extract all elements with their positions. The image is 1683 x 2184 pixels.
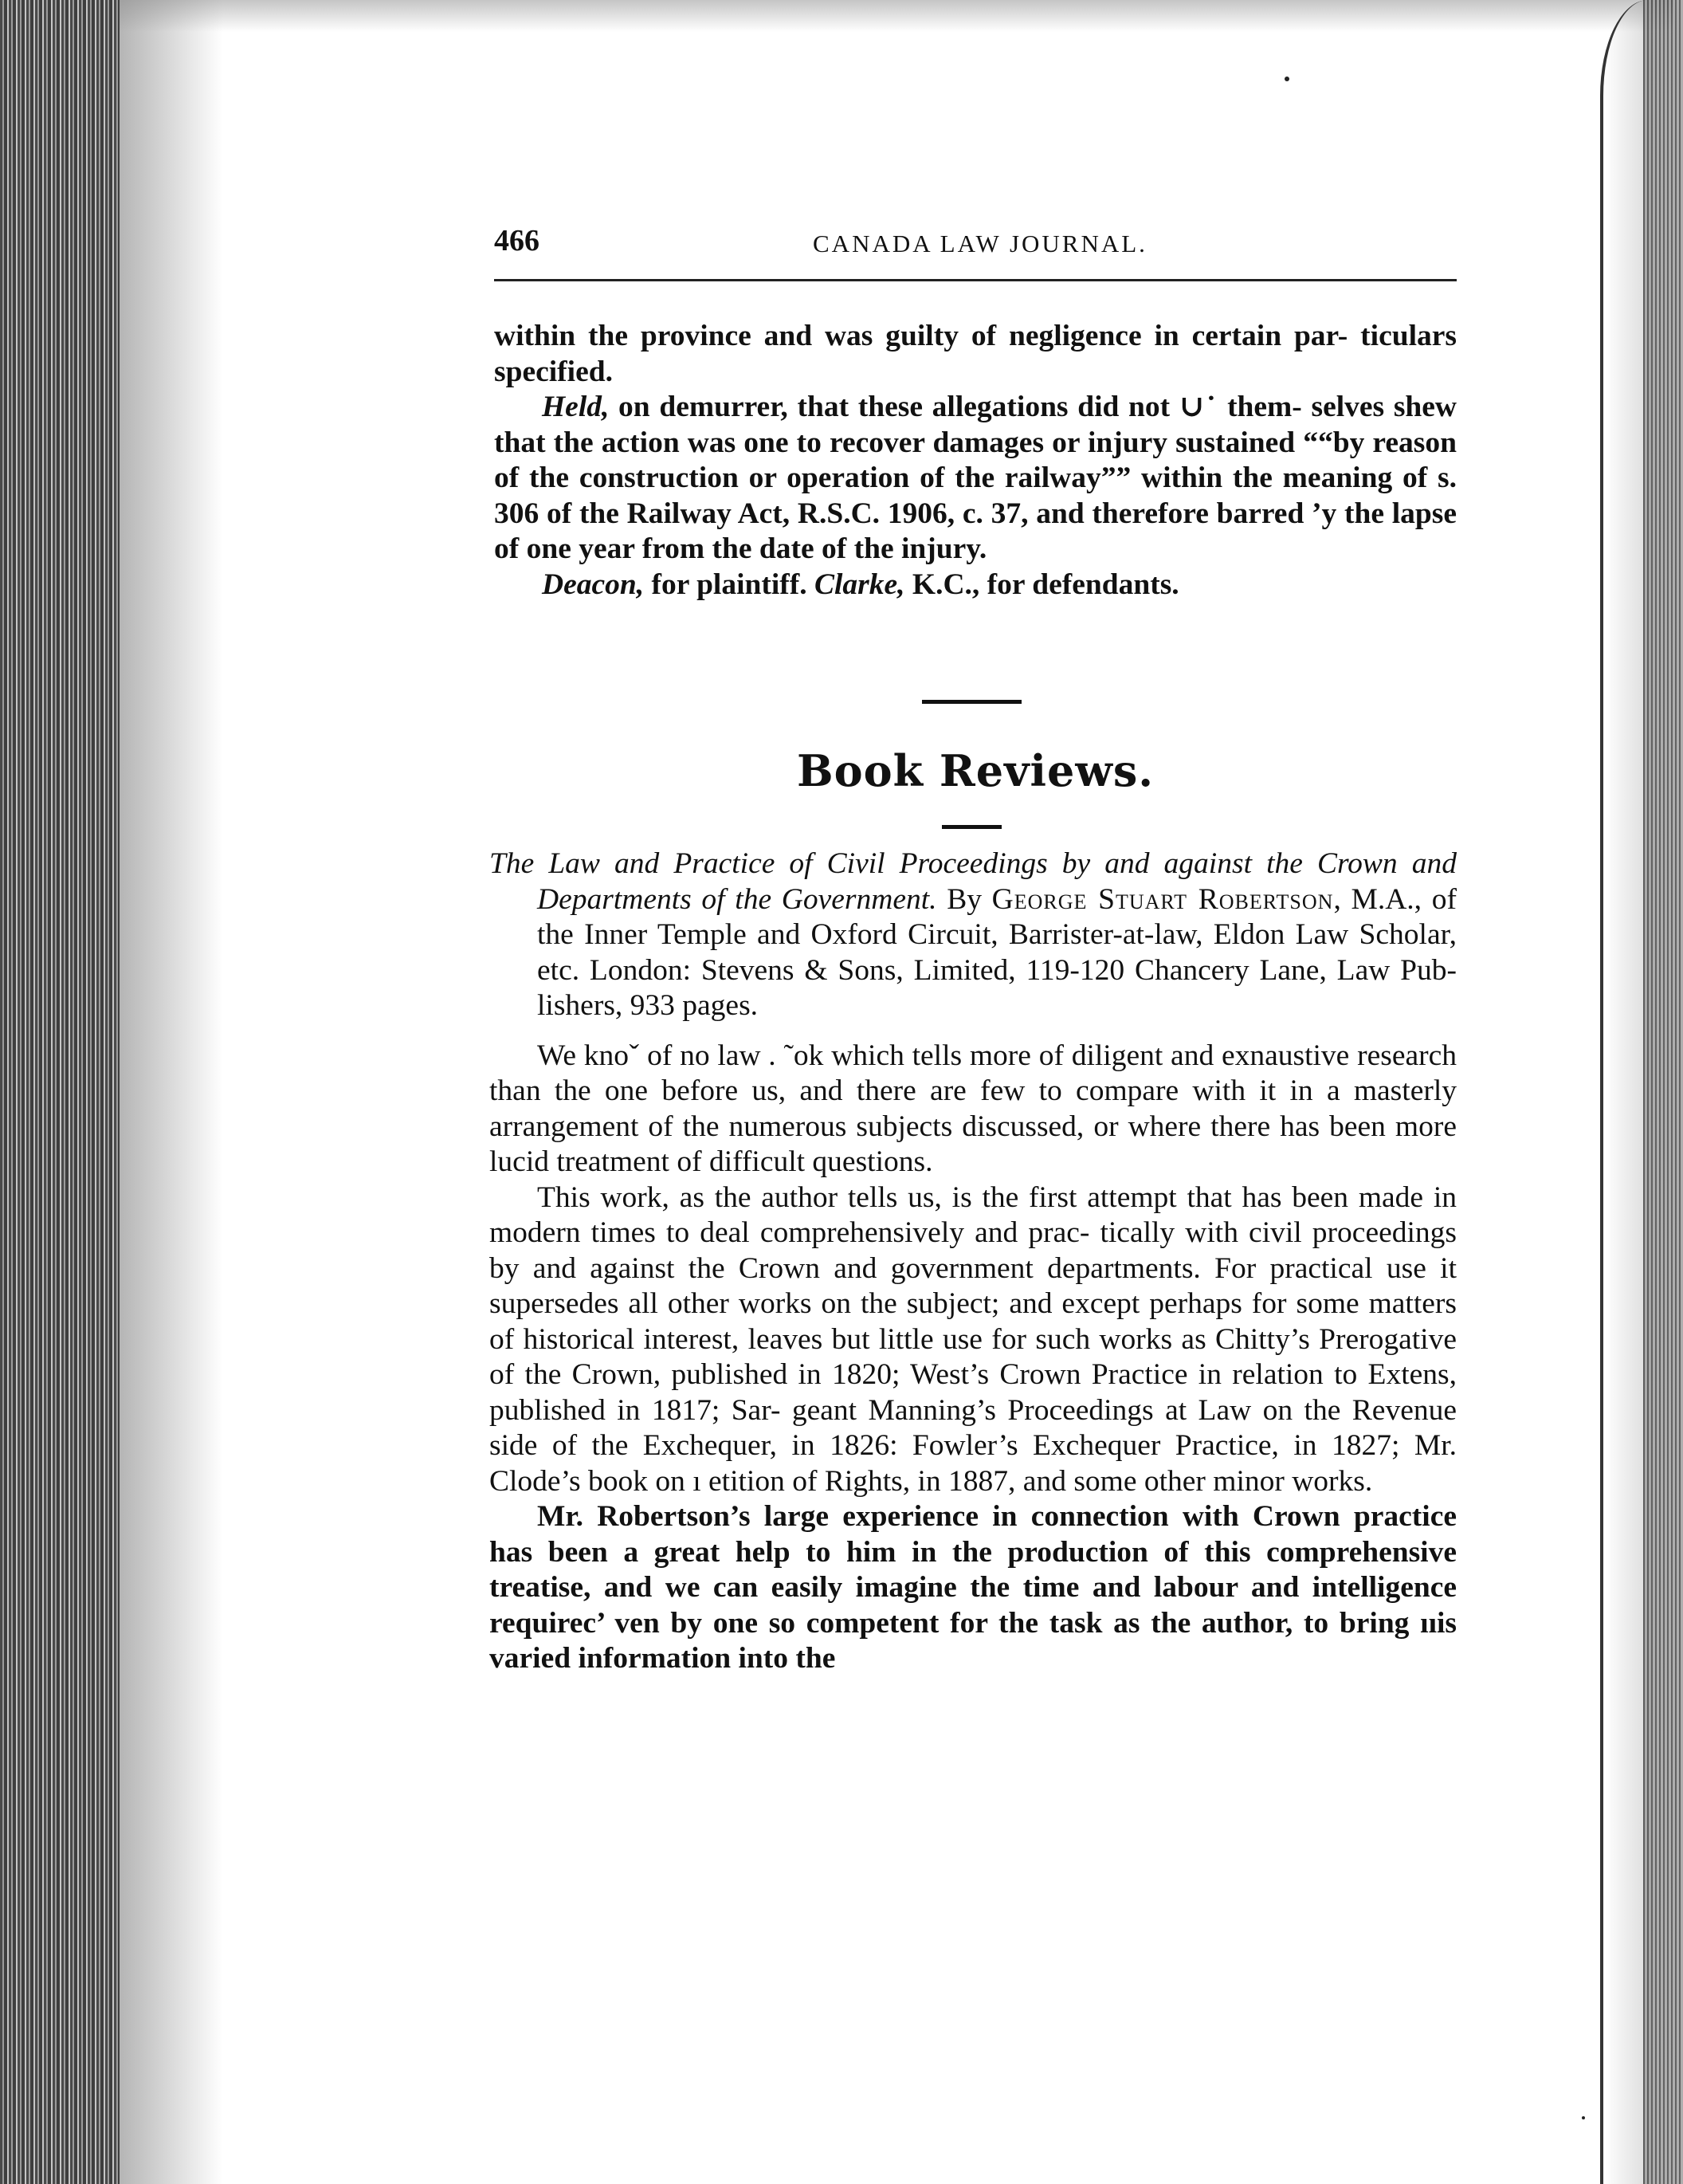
held-paragraph	[494, 390, 1457, 568]
author-details: , M.A., of the Inner Temple and Oxford Circuit, Barrister-at-law, Eldon Law Scholar, etc. London: Stevens & Sons, Limited, 119-120 Chancery Lane, Law Pub- lishers, 933 pages.	[537, 882, 1457, 1022]
review-paragraph-1: We knoˇ of no law . ˜ok which tells more of diligent and exnaustive research than the one before us, and there are few to compare with it in a masterly arrangement of the numerous subjects discussed, or where there has been more lucid treatment of difficult questions.	[489, 1039, 1457, 1178]
counsel-line	[494, 568, 1457, 603]
case-report	[494, 319, 1457, 603]
plaintiff-counsel-name: Deacon,	[542, 568, 645, 601]
binding-shadow-left	[120, 0, 223, 2184]
binding-edge-left	[0, 0, 120, 2184]
case-continuation: within the province and was guilty of negligence in certain par- ticulars specified.	[494, 320, 1457, 388]
scan-speck	[1582, 2116, 1585, 2119]
running-header	[494, 223, 1450, 271]
citation-by: By	[936, 882, 992, 916]
review-paragraph-3: Mr. Robertson’s large experience in connection with Crown practice has been a great help to him in the production of this comprehensive treatise, and we can easily imagine the time and labour and intelligence requirec’ ven by one so competent for the task as the author, to bring ııis varied information into the	[489, 1500, 1457, 1675]
defendant-counsel-name: Clarke,	[814, 568, 905, 601]
journal-title: CANADA LAW JOURNAL.	[813, 230, 1148, 257]
heading-underline	[942, 825, 1002, 829]
book-title: The Law and Practice of Civil Proceedings by and against the Crown and Departments of the Government.	[489, 847, 1457, 916]
review-paragraph-2: This work, as the author tells us, is the first attempt that has been made in modern times to deal comprehensively and prac- tically with civil proceedings by and against the Crown and government departments. For practical use it supersedes all other works on the subject; and except perhaps for some matters of historical interest, leaves but little use for such works as Chitty’s Prerogative of the Crown, published in 1820; West’s Crown Practice in relation to Extens, published in 1817; Sar- geant Manning’s Proceedings at Law on the Revenue side of the Exchequer, in 1826: Fowler’s Exchequer Practice, in 1827; Mr. Clode’s book on ı etition of Rights, in 1887, and some other minor works.	[489, 1180, 1457, 1498]
scan-speck	[1285, 77, 1289, 81]
section-divider-rule	[922, 700, 1022, 704]
book-review	[489, 846, 1457, 1677]
scan-shadow-top	[120, 0, 1673, 32]
book-citation	[489, 846, 1457, 1024]
held-text: on demurrer, that these allegations did not ∪˙ them- selves shew that the action was one to recover damages or injury sustained ““by reason of the construction or operation of the railway”” within the meaning of s. 306 of the Railway Act, R.S.C. 1906, c. 37, and therefore barred ’y the lapse of one year from the date of the injury.	[494, 391, 1457, 565]
binding-edge-right	[1643, 0, 1683, 2184]
held-label: Held,	[542, 391, 610, 423]
page-number: 466	[494, 224, 539, 257]
header-rule	[494, 279, 1457, 281]
plaintiff-counsel-text: for plaintiff.	[644, 568, 814, 601]
defendant-counsel-text: K.C., for defendants.	[904, 568, 1179, 601]
book-author: George Stuart Robertson	[991, 882, 1334, 916]
section-heading: Book Reviews.	[796, 745, 1155, 796]
